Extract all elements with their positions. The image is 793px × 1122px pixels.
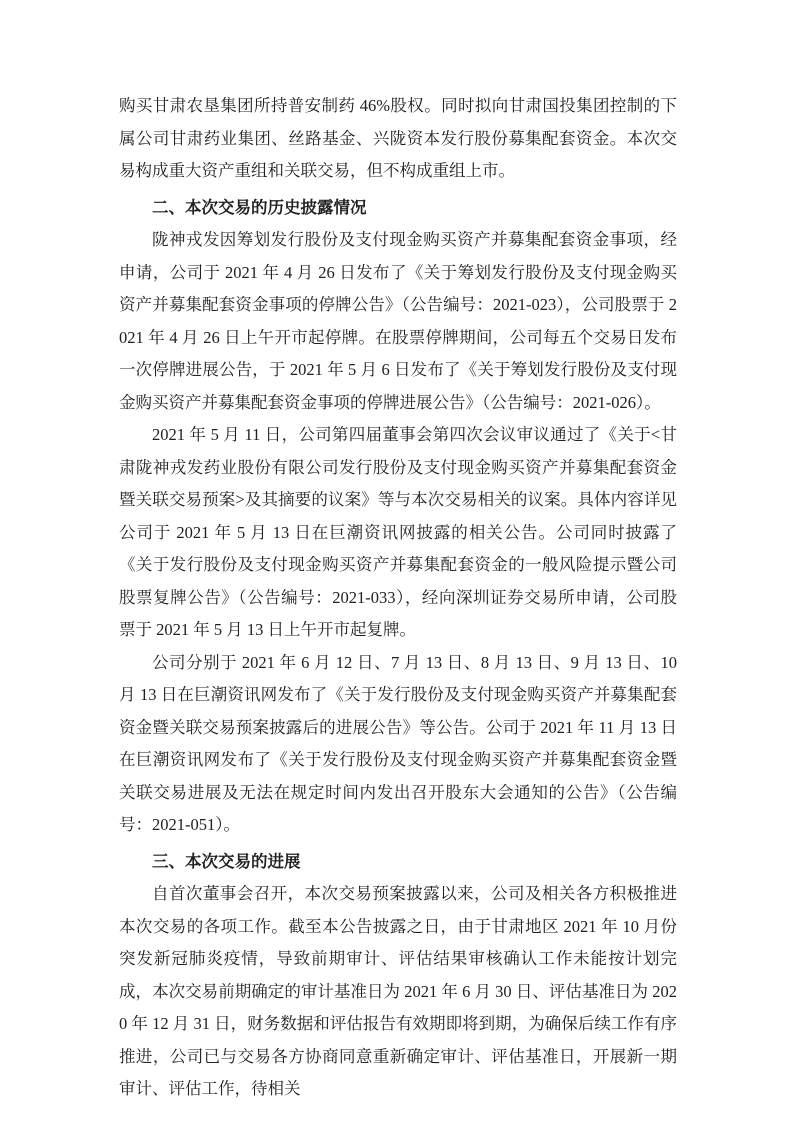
paragraph-board-meeting-resumption: 2021 年 5 月 11 日，公司第四届董事会第四次会议审议通过了《关于<甘肃陇神戎发药业股份有限公司发行股份及支付现金购买资产并募集配套资金暨关联交易预案>及其摘要的议案》等与本次交易相关的议案。具体内容详见公司于 2021 年 5 月 13 日在巨潮资讯网披露的相关公告。公司同时披露了《关于发行股份及支付现金购买资产并募集配套资金的一般风险提示暨公司股票复牌公告》（公告编号：2021-033），经向深圳证券交易所申请，公司股票于 2021 年 5 月 13 日上午开市起复牌。 — [119, 425, 677, 639]
paragraph-overview-continued: 购买甘肃农垦集团所持普安制药 46%股权。同时拟向甘肃国投集团控制的下属公司甘肃药业集团、丝路基金、兴陇资本发行股份募集配套资金。本次交易构成重大资产重组和关联交易，但不构成重组上市。 — [119, 96, 677, 180]
section-heading-transaction-progress: 三、本次交易的进展 — [152, 851, 301, 871]
section-heading-history-disclosure: 二、本次交易的历史披露情况 — [152, 197, 367, 217]
document-body — [119, 90, 677, 1106]
paragraph-suspension-announcement: 陇神戎发因筹划发行股份及支付现金购买资产并募集配套资金事项，经申请，公司于 2021 年 4 月 26 日发布了《关于筹划发行股份及支付现金购买资产并募集配套资金事项的停牌公告》（公告编号：2021-023），公司股票于 2021 年 4 月 26 日上午开市起停牌。在股票停牌期间，公司每五个交易日发布一次停牌进展公告，于 2021 年 5 月 6 日发布了《关于筹划发行股份及支付现金购买资产并募集配套资金事项的停牌进展公告》（公告编号：2021-026）。 — [119, 230, 677, 412]
paragraph-progress-announcements: 公司分别于 2021 年 6 月 12 日、7 月 13 日、8 月 13 日、9 月 13 日、10 月 13 日在巨潮资讯网发布了《关于发行股份及支付现金购买资产并募集配套资金暨关联交易预案披露后的进展公告》等公告。公司于 2021 年 11 月 13 日在巨潮资讯网发布了《关于发行股份及支付现金购买资产并募集配套资金暨关联交易进展及无法在规定时间内发出召开股东大会通知的公告》（公告编号：2021-051）。 — [119, 652, 677, 834]
paragraph-current-progress: 自首次董事会召开，本次交易预案披露以来，公司及相关各方积极推进本次交易的各项工作。截至本公告披露之日，由于甘肃地区 2021 年 10 月份突发新冠肺炎疫情，导致前期审计、评估结果审核确认工作未能按计划完成，本次交易前期确定的审计基准日为 2021 年 6 月 30 日、评估基准日为 2020 年 12 月 31 日，财务数据和评估报告有效期即将到期，为确保后续工作有序推进，公司已与交易各方协商同意重新确定审计、评估基准日，开展新一期审计、评估工作，待相关 — [119, 884, 677, 1098]
